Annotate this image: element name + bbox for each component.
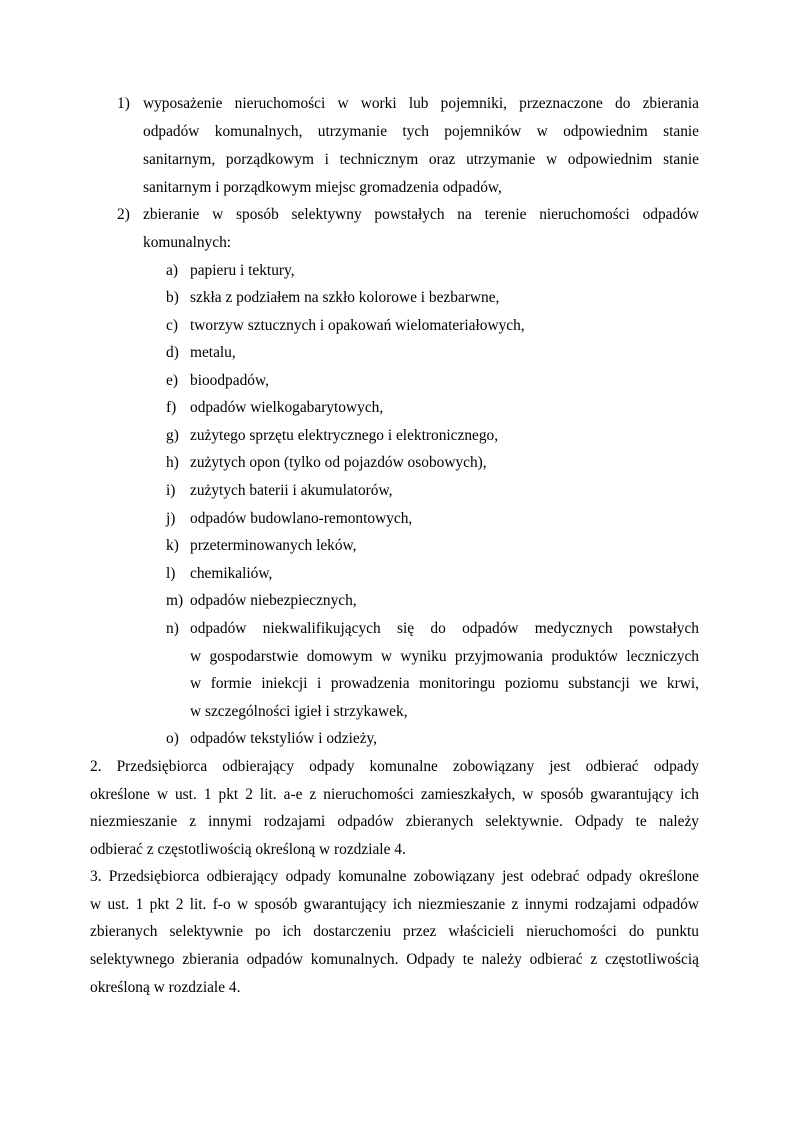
list-text-line: odpadów komunalnych, utrzymanie tych pojemników w odpowiednim stanie: [143, 123, 699, 140]
list-number: 2): [117, 206, 130, 223]
sublist-text: bioodpadów,: [190, 372, 269, 389]
list-number: 1): [117, 95, 130, 112]
sublist-letter: i): [166, 482, 176, 499]
sublist-text: w szczególności igieł i strzykawek,: [190, 703, 408, 720]
sublist-text: przeterminowanych leków,: [190, 537, 357, 554]
sublist-letter: j): [166, 510, 176, 527]
list-text-line: wyposażenie nieruchomości w worki lub pojemniki, przeznaczone do zbierania: [143, 95, 699, 112]
sublist-letter: o): [166, 730, 179, 747]
sublist-text: odpadów budowlano-remontowych,: [190, 510, 413, 527]
sublist-text: zużytych baterii i akumulatorów,: [190, 482, 393, 499]
sublist-letter: a): [166, 262, 178, 279]
sublist-text: zużytego sprzętu elektrycznego i elektronicznego,: [190, 427, 499, 444]
sublist-letter: l): [166, 565, 176, 582]
sublist-text: odpadów tekstyliów i odzieży,: [190, 730, 378, 747]
list-text-line: sanitarnym i porządkowym miejsc gromadzenia odpadów,: [143, 179, 502, 196]
sublist-letter: h): [166, 454, 179, 471]
sublist-text: odpadów wielkogabarytowych,: [190, 399, 384, 416]
list-text-line: komunalnych:: [143, 234, 232, 251]
sublist-letter: c): [166, 317, 178, 334]
paragraph-line: 2. Przedsiębiorca odbierający odpady komunalne zobowiązany jest odbierać odpady: [90, 758, 699, 775]
sublist-letter: b): [166, 289, 179, 306]
sublist-text: w formie iniekcji i prowadzenia monitoringu poziomu substancji we krwi,: [190, 675, 699, 692]
sublist-text: chemikaliów,: [190, 565, 273, 582]
paragraph-line: 3. Przedsiębiorca odbierający odpady komunalne zobowiązany jest odebrać odpady określone: [90, 868, 699, 885]
sublist-letter: k): [166, 537, 179, 554]
paragraph-line: odbierać z częstotliwością określoną w rozdziale 4.: [90, 841, 406, 858]
paragraph-line: określone w ust. 1 pkt 2 lit. a-e z nieruchomości zamieszkałych, w sposób gwarantujący ich: [90, 786, 699, 803]
sublist-letter: d): [166, 344, 179, 361]
paragraph-line: zbieranych selektywnie po ich dostarczeniu przez właścicieli nieruchomości do punktu: [90, 923, 699, 940]
sublist-letter: n): [166, 620, 179, 637]
sublist-text: metalu,: [190, 344, 236, 361]
sublist-text: zużytych opon (tylko od pojazdów osobowych),: [190, 454, 487, 471]
sublist-text: odpadów niekwalifikujących się do odpadów medycznych powstałych: [190, 620, 699, 637]
sublist-text: tworzyw sztucznych i opakowań wielomateriałowych,: [190, 317, 525, 334]
sublist-text: odpadów niebezpiecznych,: [190, 592, 357, 609]
paragraph-line: niezmieszanie z innymi rodzajami odpadów zbieranych selektywnie. Odpady te należy: [90, 813, 699, 830]
sublist-letter: e): [166, 372, 178, 389]
paragraph-line: w ust. 1 pkt 2 lit. f-o w sposób gwarantujący ich niezmieszanie z innymi rodzajami odpadów: [90, 896, 699, 913]
paragraph-line: określoną w rozdziale 4.: [90, 979, 241, 996]
sublist-text: papieru i tektury,: [190, 262, 295, 279]
sublist-letter: g): [166, 427, 179, 444]
paragraph-line: selektywnego zbierania odpadów komunalnych. Odpady te należy odbierać z częstotliwością: [90, 951, 699, 968]
list-text-line: sanitarnym, porządkowym i technicznym oraz utrzymanie w odpowiednim stanie: [143, 151, 699, 168]
sublist-letter: f): [166, 399, 177, 416]
list-text-line: zbieranie w sposób selektywny powstałych na terenie nieruchomości odpadów: [143, 206, 699, 223]
sublist-text: szkła z podziałem na szkło kolorowe i bezbarwne,: [190, 289, 500, 306]
sublist-letter: m): [166, 592, 184, 609]
sublist-text: w gospodarstwie domowym w wyniku przyjmowania produktów leczniczych: [190, 648, 699, 665]
